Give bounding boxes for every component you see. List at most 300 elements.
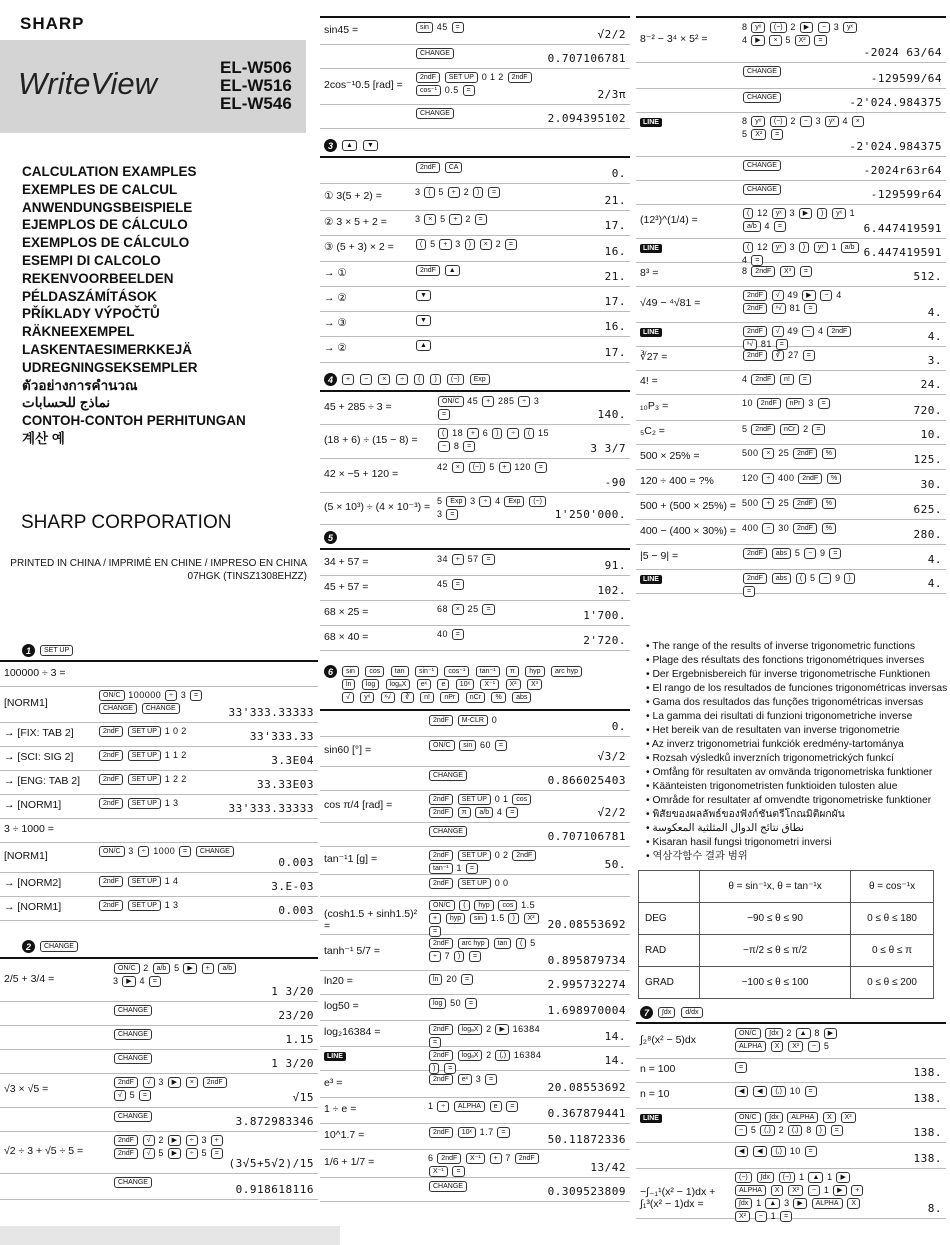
- key-digits: 5: [201, 1148, 207, 1159]
- key-digits: 2: [502, 850, 509, 860]
- calculator-key: −: [360, 374, 372, 385]
- key-digits: 9: [835, 573, 841, 583]
- calculator-key: X⁻¹: [480, 679, 499, 690]
- calculator-key: ▲: [765, 1198, 780, 1209]
- key-digits: 6: [428, 1153, 434, 1163]
- table-row: [0, 686, 318, 723]
- calculator-key: ON/C: [99, 690, 125, 701]
- calculator-key: =: [452, 579, 464, 590]
- calculator-key: −: [735, 1125, 747, 1136]
- calculator-key: CHANGE: [142, 703, 180, 714]
- calculator-key: ▶: [751, 35, 764, 46]
- key-digits: 5: [750, 1125, 757, 1135]
- range-table: [638, 870, 934, 999]
- key-sequence: [415, 339, 550, 352]
- calculator-key: a/b: [743, 221, 761, 232]
- line-mode-badge: LINE: [640, 118, 662, 127]
- key-digits: 285: [497, 396, 515, 406]
- calculator-key: logₐX: [386, 679, 411, 690]
- calculator-key: ): [465, 239, 475, 250]
- calculator-key: %: [822, 498, 836, 509]
- expression-label: 10^1.7 =: [324, 1129, 365, 1141]
- model: EL-W516: [220, 76, 292, 95]
- note-line: • La gamma dei risultati di funzioni trigonometriche inverse: [646, 711, 913, 722]
- calculator-key: ): [430, 374, 440, 385]
- calculator-key: ): [454, 951, 464, 962]
- calculator-key: n!: [420, 692, 434, 703]
- calculator-key: =: [831, 1125, 843, 1136]
- display-result: 1'700.: [583, 609, 626, 622]
- key-sequence: [742, 522, 866, 535]
- key-sequence: [734, 1061, 866, 1074]
- display-result: 4.: [927, 306, 942, 319]
- calculator-key: sin: [342, 666, 359, 677]
- calculator-key: log: [362, 679, 379, 690]
- key-sequence: [98, 797, 238, 810]
- calculator-key: ON/C: [429, 900, 455, 911]
- calculator-key: 2ndF: [429, 807, 453, 818]
- calculator-key: (: [424, 187, 434, 198]
- expression-label: √3 × √5 =: [4, 1083, 49, 1095]
- key-digits: 3: [128, 846, 134, 856]
- calculator-key: ×: [378, 374, 390, 385]
- calculator-key: ▶: [802, 290, 815, 301]
- column-2: [320, 0, 630, 1245]
- calculator-key: 2ndF: [416, 72, 440, 83]
- key-digits: 0: [494, 794, 501, 804]
- calculator-key: cos: [512, 794, 531, 805]
- calculator-key: e: [437, 679, 449, 690]
- note-line: • Rozsah výsledků inverzních trigonometrických funkcí: [646, 753, 894, 764]
- model-list: [220, 59, 292, 113]
- title-language: ตัวอย่างการคำนวณ: [22, 377, 138, 393]
- table-row: [636, 204, 946, 239]
- table-row: [320, 286, 630, 312]
- calculator-key: −: [438, 441, 450, 452]
- key-digits: 0: [502, 878, 509, 888]
- key-digits: 1.7: [479, 1127, 494, 1137]
- table-row: [0, 1073, 318, 1108]
- key-digits: 4: [742, 374, 748, 384]
- calculator-key: 2ndF: [793, 523, 817, 534]
- table-header-cell: θ = sin⁻¹x, θ = tan⁻¹x: [700, 871, 851, 903]
- calculator-key: 2ndF: [793, 448, 817, 459]
- calculator-key: ON/C: [735, 1112, 761, 1123]
- line-mode-badge: LINE: [324, 1052, 346, 1061]
- table-cell: 0 ≤ θ ≤ 200: [851, 967, 934, 999]
- expression-label: e³ =: [324, 1076, 343, 1089]
- key-digits: 1: [831, 242, 838, 252]
- calculator-key: 2ndF: [99, 798, 123, 809]
- calculator-key: ▶: [168, 1135, 181, 1146]
- key-sequence: [428, 997, 550, 1010]
- calculator-key: (−): [529, 496, 546, 507]
- calculator-key: ÷: [429, 951, 441, 962]
- table-row: [320, 736, 630, 767]
- calculator-key: ▲: [445, 265, 460, 276]
- expression-label: → ①: [324, 266, 347, 279]
- calculator-key: ˣ√: [743, 339, 757, 350]
- table-header-cell: θ = cos⁻¹x: [851, 871, 934, 903]
- calculator-key: 2ndF: [114, 1135, 138, 1146]
- table-row: [639, 967, 934, 999]
- expression-label: 2cos⁻¹0.5 [rad] =: [324, 79, 403, 91]
- key-sequence: [415, 314, 550, 327]
- calculator-key: =: [803, 350, 815, 361]
- calculator-key: 2ndF: [751, 374, 775, 385]
- calculator-key: =: [465, 998, 477, 1009]
- key-digits: 5: [438, 187, 444, 197]
- section-6-header: [324, 665, 583, 704]
- key-digits: 2: [465, 214, 471, 224]
- expression-label: sin60 [°] =: [324, 744, 372, 756]
- calculator-key: ): [473, 187, 483, 198]
- display-result: 0.707106781: [547, 52, 626, 65]
- calculator-key: √: [143, 1148, 155, 1159]
- key-digits: 5: [489, 462, 495, 472]
- table-row: [320, 1149, 630, 1178]
- display-result: 3.E-03: [271, 880, 314, 893]
- note-line: • Omfång för resultaten av omvända trigonometriska funktioner: [646, 767, 933, 778]
- calculator-key: +: [439, 239, 451, 250]
- key-digits: 1: [799, 1172, 805, 1182]
- display-result: 4.: [927, 553, 942, 566]
- key-sequence: [437, 603, 550, 616]
- key-sequence: [734, 1027, 866, 1053]
- key-digits: 10: [742, 398, 754, 408]
- display-result: 0.: [611, 720, 626, 733]
- calculator-key: SET UP: [458, 794, 491, 805]
- key-digits: 5: [823, 1041, 830, 1052]
- table-row: [320, 600, 630, 626]
- key-digits: 1000: [153, 846, 176, 856]
- calculator-key: yˣ: [814, 242, 828, 253]
- calculator-key: X²: [841, 1112, 856, 1123]
- display-result: 23/20: [278, 1009, 314, 1022]
- calculator-key: ▶: [122, 976, 135, 987]
- key-digits: 1: [456, 863, 463, 874]
- calculator-key: =: [482, 604, 494, 615]
- expression-label: (cosh1.5 + sinh1.5)² =: [324, 908, 418, 932]
- calculator-key: =: [452, 629, 464, 640]
- section-5-header: [324, 531, 337, 544]
- key-digits: 5: [785, 35, 791, 46]
- calculator-key: =: [482, 554, 494, 565]
- doc-code: 07HGK (TINSZ1308EHZZ): [187, 571, 307, 582]
- key-digits: 100000: [128, 690, 162, 700]
- calculator-key: ALPHA: [787, 1112, 818, 1123]
- table-row: [636, 494, 946, 520]
- display-result: 2'720.: [583, 634, 626, 647]
- key-digits: 2: [172, 774, 179, 784]
- key-digits: 2: [181, 774, 187, 784]
- table-row: [636, 238, 946, 266]
- display-result: 625.: [913, 503, 942, 516]
- calculator-key: =: [505, 239, 517, 250]
- key-sequence: [415, 161, 550, 174]
- display-result: 138.: [913, 1092, 942, 1105]
- expression-label: 1/6 + 1/7 =: [324, 1156, 375, 1168]
- calculator-key: +: [482, 396, 494, 407]
- key-digits: 120: [742, 473, 759, 483]
- table-row: [320, 711, 630, 737]
- line-mode-badge: LINE: [640, 244, 662, 253]
- calculator-key: a/b: [218, 963, 236, 974]
- calculator-key: 2ndF: [203, 1077, 227, 1088]
- calculator-key: 2ndF: [751, 424, 775, 435]
- calculator-key: SET UP: [128, 900, 161, 911]
- table-row: [320, 1020, 630, 1047]
- note-line: • Het bereik van de resultaten van inverse trigonometrie: [646, 725, 900, 736]
- table-row: [639, 903, 934, 935]
- calculator-key: (−): [447, 374, 464, 385]
- calculator-key: X²: [795, 35, 810, 46]
- display-result: 33'333.33333: [228, 802, 314, 815]
- calculator-key: ◀: [735, 1146, 748, 1157]
- calculator-key: 2ndF: [437, 1153, 461, 1164]
- title-language: LASKENTAESIMERKKEJÄ: [22, 341, 193, 357]
- calculator-key: ×: [769, 35, 781, 46]
- key-digits: 8: [742, 22, 748, 32]
- calculator-key: =: [211, 1148, 223, 1159]
- calculator-key: ×: [186, 1077, 198, 1088]
- title-language: REKENVOORBEELDEN: [22, 270, 174, 286]
- key-digits: 10: [789, 1086, 801, 1096]
- calculator-key: CHANGE: [743, 184, 781, 195]
- calculator-key: CHANGE: [114, 1177, 152, 1188]
- calculator-key: ×: [424, 214, 436, 225]
- calculator-key: ▶: [824, 1028, 837, 1039]
- calculator-key: ÷: [518, 396, 530, 407]
- display-result: 3.872983346: [235, 1115, 314, 1128]
- key-digits: 45: [437, 579, 449, 589]
- table-row: [0, 746, 318, 771]
- key-digits: 9: [820, 548, 826, 558]
- calculator-key: 2ndF: [99, 876, 123, 887]
- calculator-key: 2ndF: [99, 900, 123, 911]
- key-sequence: [428, 877, 550, 890]
- display-result: 280.: [913, 528, 942, 541]
- expression-label: → [FIX: TAB 2]: [4, 727, 74, 739]
- expression-label: 68 × 40 =: [324, 630, 369, 643]
- table-row: [320, 1097, 630, 1124]
- calculator-key: ): [429, 1063, 439, 1074]
- calculator-key: X⁻¹: [429, 1166, 448, 1177]
- key-sequence: [415, 238, 550, 251]
- key-sequence: [437, 553, 550, 566]
- calculator-key: abs: [772, 548, 791, 559]
- calculator-key: nPr: [440, 692, 459, 703]
- calculator-key: =: [139, 1090, 151, 1101]
- change-key: CHANGE: [40, 941, 78, 952]
- key-sequence: [742, 159, 866, 172]
- calculator-key: 2ndF: [429, 715, 453, 726]
- calculator-key: ×: [452, 604, 464, 615]
- table-row: [320, 934, 630, 971]
- calculator-key: =: [535, 462, 547, 473]
- calculator-key: ×: [480, 239, 492, 250]
- expression-label: 8⁻² − 3⁴ × 5² =: [640, 33, 708, 45]
- key-digits: 42: [437, 462, 449, 472]
- calculator-key: nCr: [466, 692, 485, 703]
- display-result: 33'333.33: [249, 730, 314, 743]
- calculator-key: M-CLR: [458, 715, 488, 726]
- key-sequence: [742, 447, 866, 460]
- display-result: 14.: [604, 1030, 626, 1043]
- key-sequence: [428, 1126, 550, 1139]
- calculator-key: ▲: [416, 340, 431, 351]
- key-digits: 1: [756, 1198, 762, 1209]
- calculator-key: =: [495, 740, 507, 751]
- key-sequence: [437, 461, 550, 474]
- key-digits: 1: [770, 1211, 777, 1222]
- table-row: [636, 112, 946, 157]
- table-row: [0, 959, 318, 1002]
- key-digits: 5: [430, 239, 436, 249]
- key-digits: 500: [742, 448, 759, 458]
- key-digits: 2: [486, 1050, 492, 1060]
- key-digits: 4: [818, 326, 824, 336]
- table-row: [639, 935, 934, 967]
- brand-logo: SHARP: [20, 14, 85, 33]
- table-row: [320, 68, 630, 105]
- expression-label: → [SCI: SIG 2]: [4, 751, 74, 763]
- key-sequence: [415, 71, 550, 97]
- calculator-key: (,): [771, 1146, 786, 1157]
- calculator-key: SET UP: [458, 878, 491, 889]
- table-row: [0, 770, 318, 795]
- key-sequence: [742, 373, 866, 386]
- section-number: 1: [22, 644, 35, 657]
- key-digits: 3: [415, 214, 421, 224]
- calculator-key: X²: [751, 129, 766, 140]
- expression-label: → [NORM1]: [4, 799, 62, 811]
- calculator-key: ◀: [753, 1146, 766, 1157]
- calculator-key: sin⁻¹: [415, 666, 438, 677]
- key-sequence: [742, 397, 866, 410]
- key-sequence: [742, 472, 866, 485]
- key-digits: 49: [787, 326, 799, 336]
- table-row: [320, 424, 630, 459]
- key-digits: 3: [815, 116, 822, 126]
- calculator-key: ▶: [833, 1185, 846, 1196]
- calculator-key: ▼: [416, 290, 431, 301]
- calculator-key: SET UP: [128, 774, 161, 785]
- calculator-key: =: [804, 303, 816, 314]
- calculator-key: ÷: [479, 496, 491, 507]
- title-language: ESEMPI DI CALCOLO: [22, 252, 161, 268]
- calculator-key: −: [819, 573, 831, 584]
- display-result: 0.895879734: [547, 954, 626, 967]
- calculator-key: ): [508, 913, 518, 924]
- key-digits: 45: [467, 396, 479, 406]
- key-sequence: [437, 427, 550, 453]
- expression-label: ₅C₂ =: [640, 425, 665, 437]
- expression-label: 8³ =: [640, 267, 659, 279]
- table-row: [636, 1024, 946, 1059]
- key-sequence: [428, 1100, 550, 1113]
- calculator-key: (−): [770, 116, 787, 127]
- calculator-key: nPr: [786, 398, 805, 409]
- calculator-key: yˣ: [360, 692, 374, 703]
- key-digits: 5: [437, 496, 443, 506]
- table-row: [636, 180, 946, 205]
- calculator-key: 10ˣ: [456, 679, 474, 690]
- key-digits: 2: [803, 424, 809, 434]
- key-sequence: [742, 183, 866, 196]
- calculator-key: ▶: [793, 1198, 806, 1209]
- calculator-key: ON/C: [735, 1028, 761, 1039]
- key-sequence: [98, 749, 238, 762]
- expression-label: 500 + (500 × 25%) =: [640, 499, 737, 512]
- calculator-key: π: [506, 666, 519, 677]
- calculator-key: (: [796, 573, 806, 584]
- calculator-key: =: [506, 807, 518, 818]
- display-result: 1 3/20: [271, 1057, 314, 1070]
- key-digits: 4: [742, 35, 748, 46]
- calculator-key: CHANGE: [416, 108, 454, 119]
- calculator-key: +: [490, 1153, 502, 1164]
- key-sequence: [113, 962, 238, 988]
- calculator-key: 2ndF: [743, 290, 767, 301]
- calculator-key: ÷: [507, 428, 519, 439]
- display-result: -2'024.984375: [849, 96, 942, 109]
- table-row: [0, 1001, 318, 1026]
- note-line: • The range of the results of inverse trigonometric functions: [646, 641, 915, 652]
- calculator-key: =: [190, 690, 202, 701]
- calculator-key: CHANGE: [429, 770, 467, 781]
- table-row: [320, 550, 630, 576]
- calculator-key: 2ndF: [416, 162, 440, 173]
- key-digits: 2: [143, 963, 149, 973]
- display-result: -129599/64: [870, 72, 942, 85]
- key-sequence: [113, 1076, 238, 1102]
- corporation: SHARP CORPORATION: [21, 512, 232, 533]
- table-row: [636, 1058, 946, 1083]
- column-3: [636, 0, 946, 1245]
- key-sequence: [428, 899, 550, 938]
- calculator-key: 2ndF: [114, 1077, 138, 1088]
- calculator-key: =: [463, 85, 475, 96]
- expression-label: √49 − ⁴√81 =: [640, 297, 701, 309]
- calculator-key: (: [459, 900, 469, 911]
- expression-label: ∫₂⁸(x² − 5)dx: [640, 1034, 697, 1046]
- key-sequence: [415, 21, 550, 34]
- key-digits: 49: [787, 290, 799, 300]
- key-digits: 40: [437, 629, 449, 639]
- table-row: [320, 846, 630, 875]
- key-digits: 0: [172, 726, 179, 736]
- calculator-key: ÷: [186, 1135, 198, 1146]
- calculator-key: =: [800, 266, 812, 277]
- key-sequence: [98, 725, 238, 738]
- key-sequence: [742, 91, 866, 104]
- calculator-key: +: [202, 963, 214, 974]
- key-sequence: [428, 714, 550, 727]
- key-digits: 25: [778, 448, 790, 458]
- key-row: [341, 665, 583, 678]
- calculator-key: =: [829, 548, 841, 559]
- key-digits: 5: [158, 1148, 164, 1159]
- key-digits: 8: [814, 1028, 820, 1038]
- title-language: EXEMPLES DE CALCUL: [22, 181, 178, 197]
- calculator-key: Exp: [504, 496, 524, 507]
- calculator-key: ): [799, 242, 809, 253]
- line-mode-badge: LINE: [640, 328, 662, 337]
- calculator-key: =: [452, 22, 464, 33]
- calculator-key: ▶: [495, 1024, 508, 1035]
- key-sequence: [113, 1110, 238, 1123]
